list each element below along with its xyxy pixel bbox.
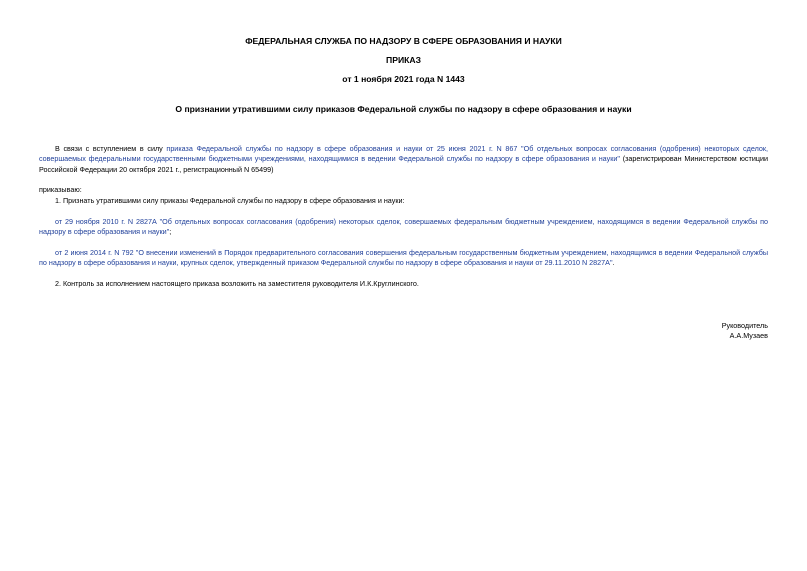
intro-prefix: В связи с вступлением в силу	[55, 144, 167, 153]
intro-paragraph	[39, 144, 768, 175]
order-792-link[interactable]: от 2 июня 2014 г. N 792 "О внесении изменений в Порядок предварительного согласования совершения федеральным государственным бюджетным учреждением, находящимся в ведении Федеральной службы по надзору в сфере образования и науки, крупных сделок, утвержденный приказом Федеральной службы по надзору в сфере образования и науки от 29.11.2010 N 2827А"	[39, 248, 768, 268]
document-date-number: от 1 ноября 2021 года N 1443	[342, 74, 465, 84]
signature-name: А.А.Музаев	[729, 331, 768, 340]
agency-name: ФЕДЕРАЛЬНАЯ СЛУЖБА ПО НАДЗОРУ В СФЕРЕ ОБРАЗОВАНИЯ И НАУКИ	[245, 36, 562, 46]
order-867-link[interactable]: приказа Федеральной службы по надзору в сфере образования и науки от 25 июня 2021 г. N 867 "Об отдельных вопросах согласования (одобрения) некоторых сделок, совершаемых федеральными государственными бюджетными учреждениями, находящимися в ведении Федеральной службы по надзору в сфере образования и науки"	[39, 144, 768, 164]
order-2827a-link[interactable]: от 29 ноября 2010 г. N 2827А "Об отдельных вопросах согласования (одобрения) некоторых сделок, совершаемых федеральным бюджетным учреждением, находящимся в ведении Федеральной службы по надзору в сфере образования и науки"	[39, 217, 768, 237]
document-type: ПРИКАЗ	[386, 55, 421, 65]
item-1b-suffix: .	[612, 258, 615, 268]
signature-position: Руководитель	[721, 321, 768, 330]
item-2: 2. Контроль за исполнением настоящего приказа возложить на заместителя руководителя И.К.Круглинского.	[55, 279, 419, 288]
item-1b	[39, 248, 768, 269]
document-title: О признании утратившими силу приказов Федеральной службы по надзору в сфере образования и науки	[175, 104, 632, 114]
item-1a-suffix: ;	[169, 227, 172, 237]
order-word: приказываю:	[39, 185, 82, 194]
item-1: 1. Признать утратившими силу приказы Федеральной службы по надзору в сфере образования и науки:	[55, 196, 405, 205]
item-1a	[39, 217, 768, 238]
intro-suffix: (зарегистрирован Министерством юстиции Российской Федерации 20 октября 2021 г., регистрационный N 65499)	[39, 154, 768, 174]
